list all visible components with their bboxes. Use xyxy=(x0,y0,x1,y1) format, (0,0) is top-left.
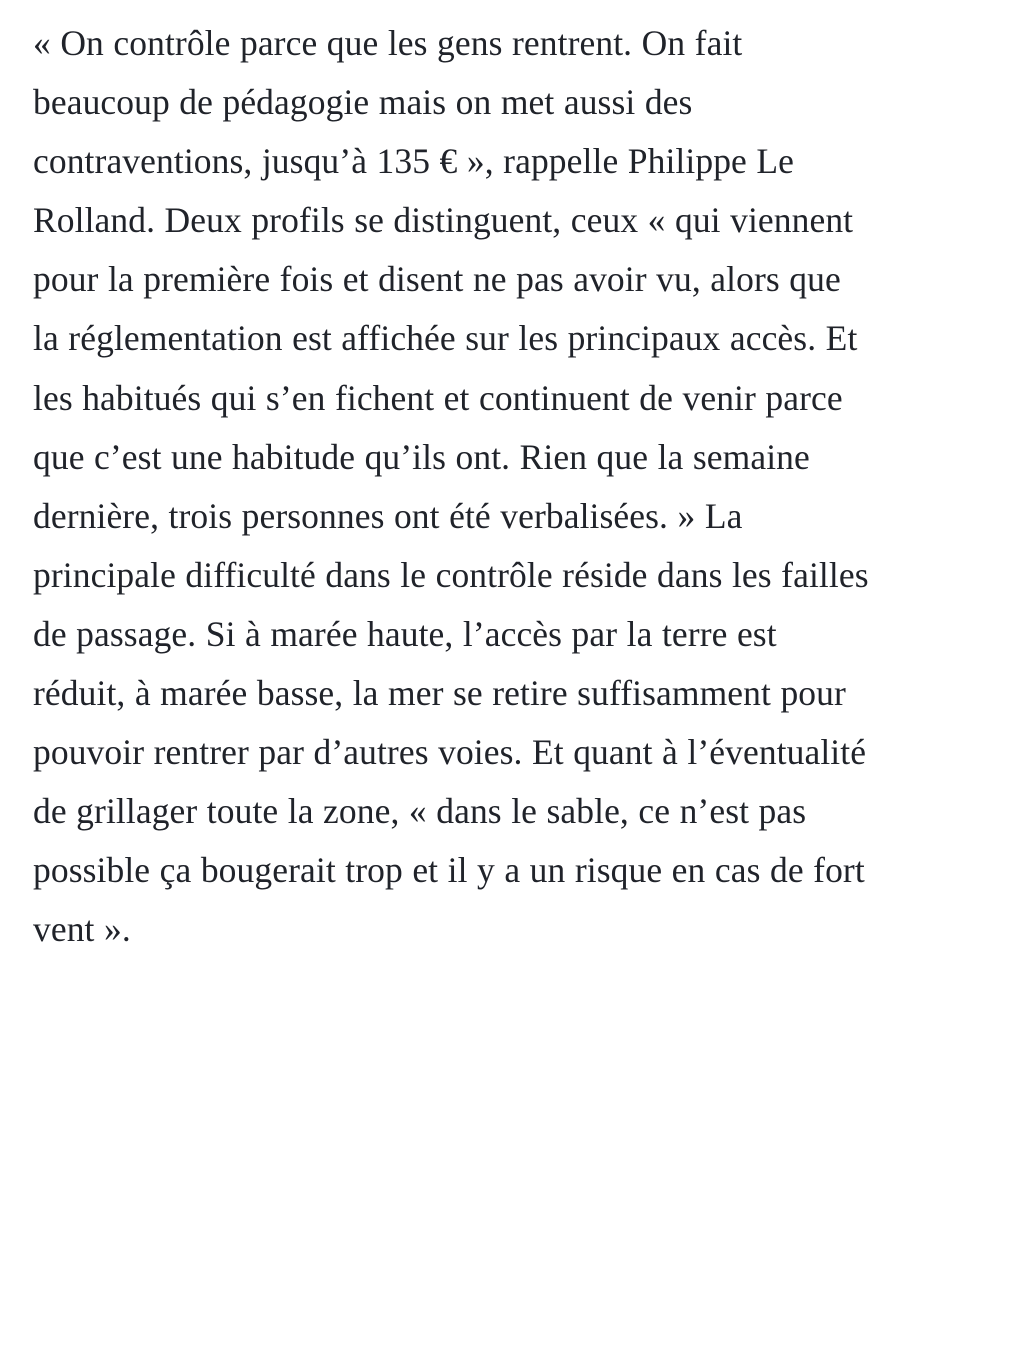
article-paragraph: « On contrôle parce que les gens rentrent. On fait beaucoup de pédagogie mais on met aussi des contraventions, jusqu’à 135 € », rappelle Philippe Le Rolland. Deux profils se distinguent, ceux « qui viennent pour la première fois et disent ne pas avoir vu, alors que la réglementation est affichée sur les principaux accès. Et les habitués qui s’en fichent et continuent de venir parce que c’est une habitude qu’ils ont. Rien que la semaine dernière, trois personnes ont été verbalisées. » La principale difficulté dans le contrôle réside dans les failles de passage. Si à marée haute, l’accès par la terre est réduit, à marée basse, la mer se retire suffisamment pour pouvoir rentrer par d’autres voies. Et quant à l’éventualité de grillager toute la zone, « dans le sable, ce n’est pas possible ça bougerait trop et il y a un risque en cas de fort vent ». xyxy=(33,23,869,950)
